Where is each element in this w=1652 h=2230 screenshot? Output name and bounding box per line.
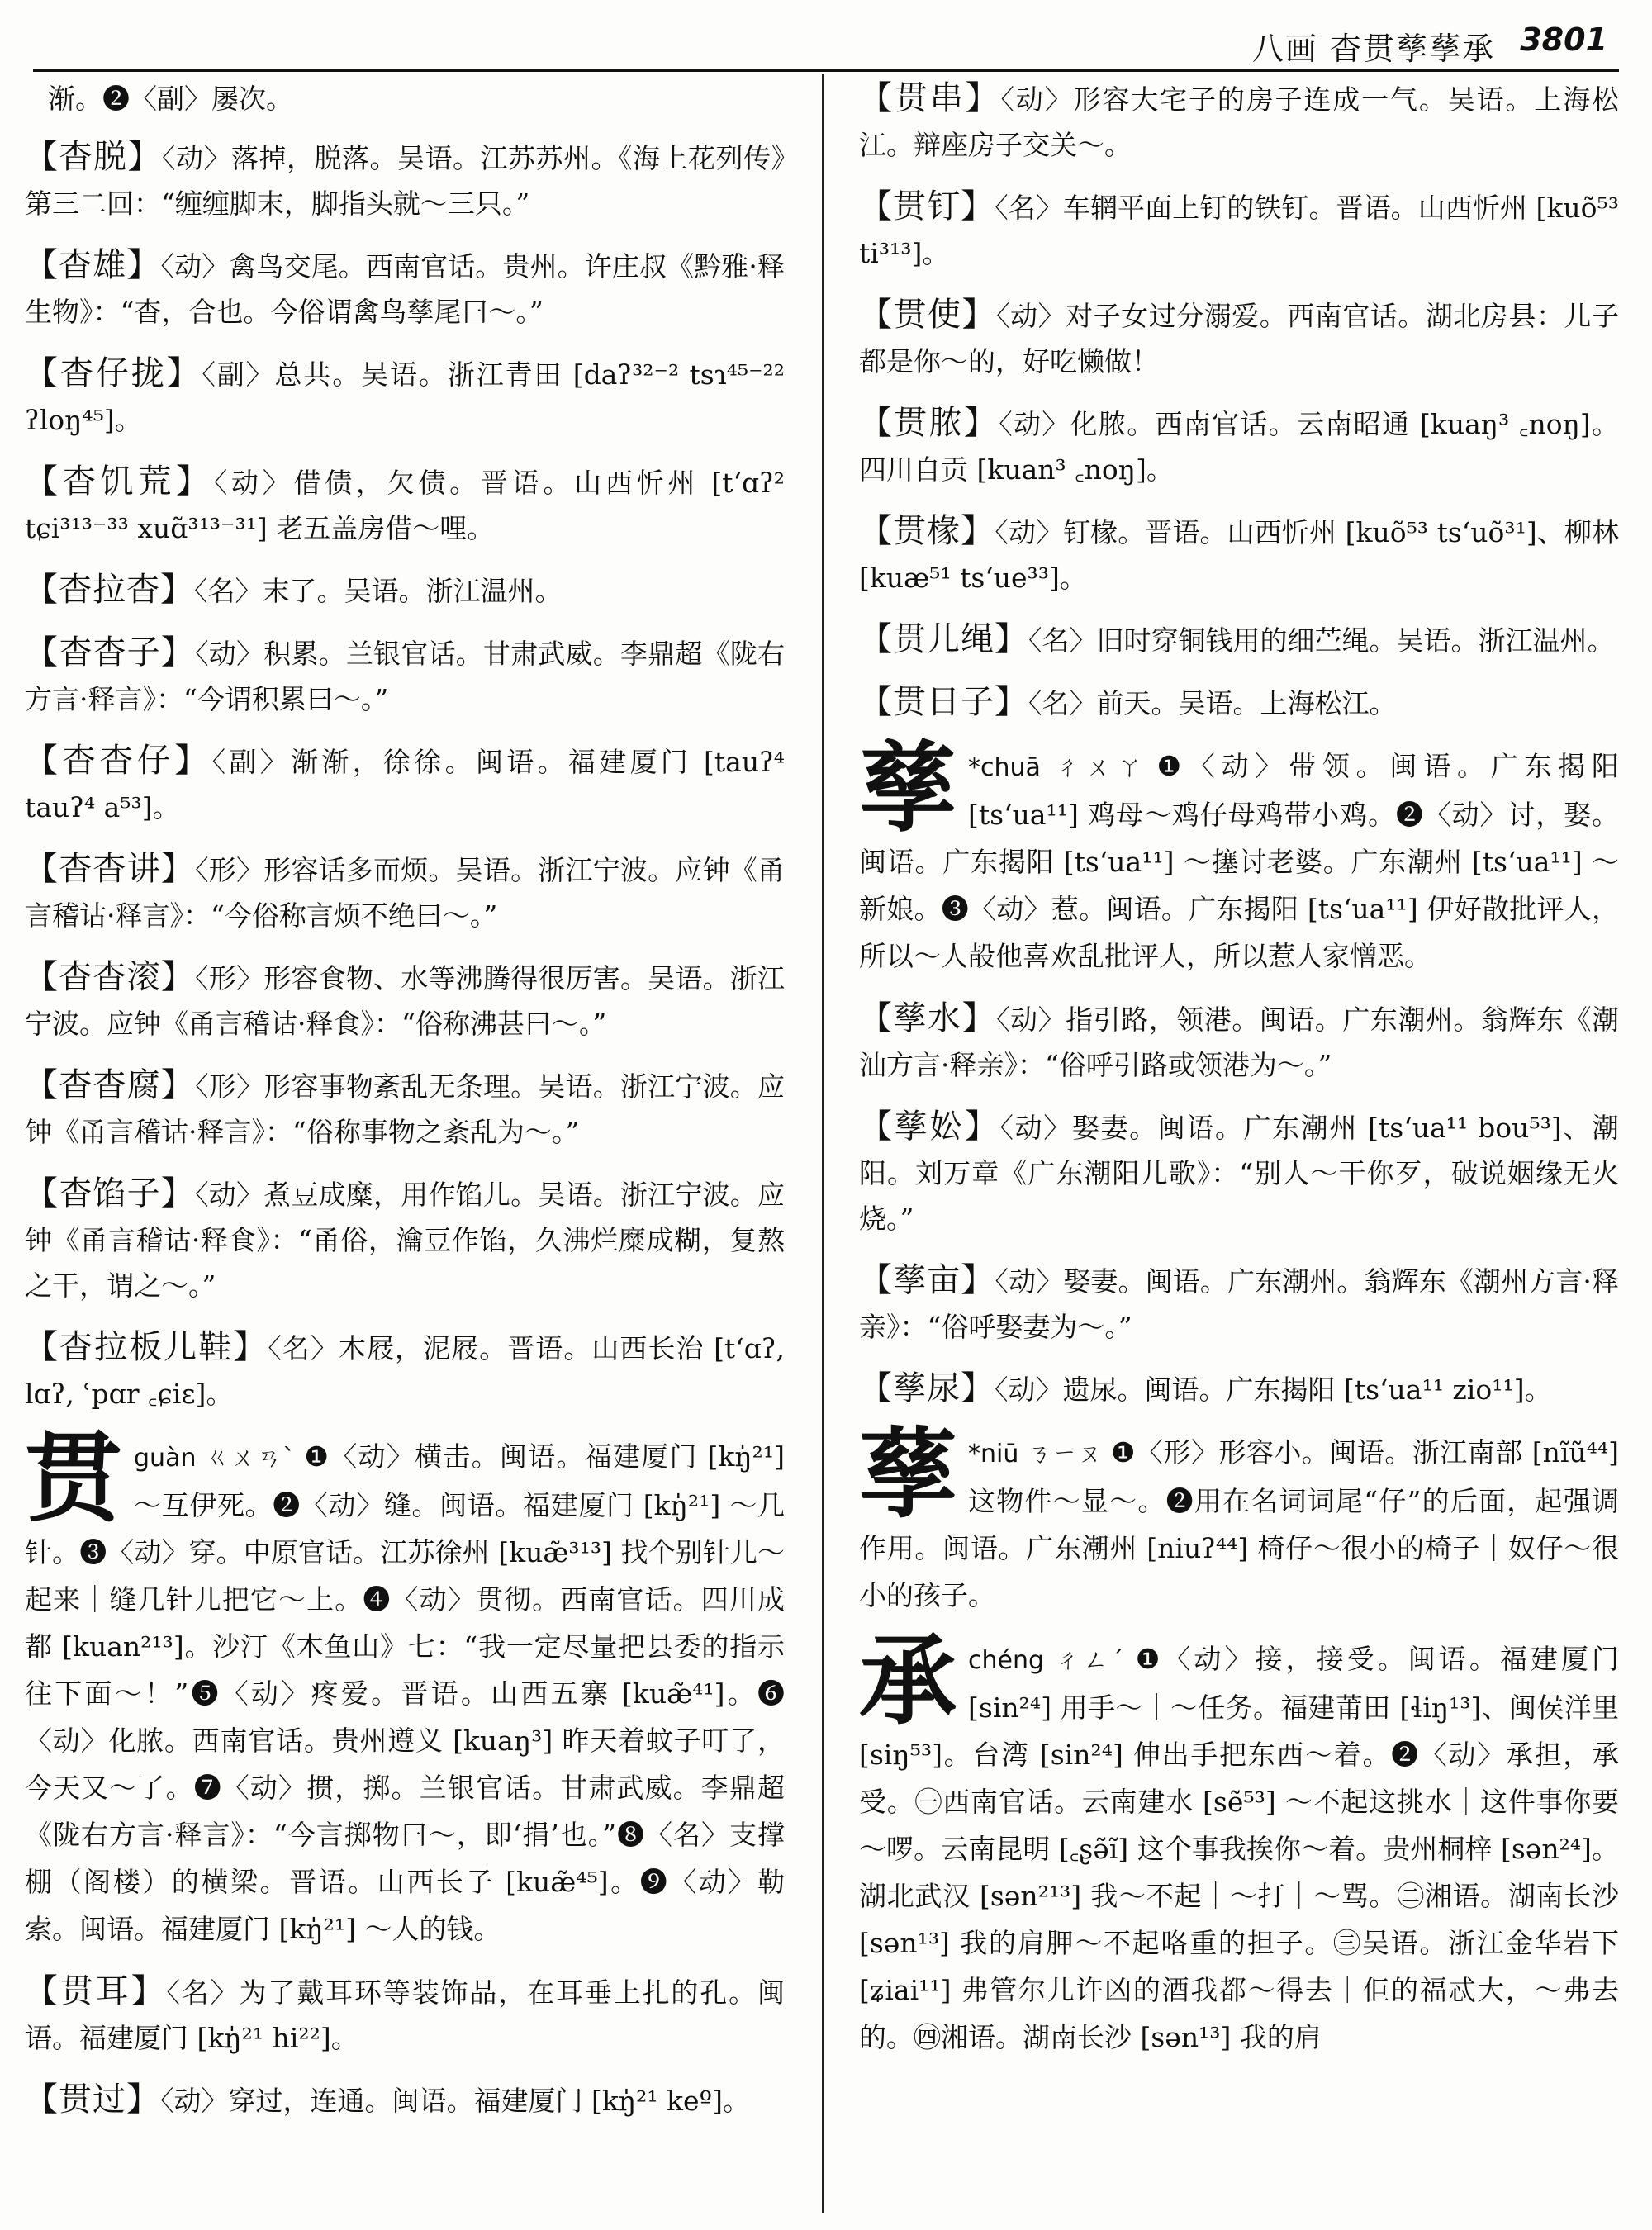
entry-definition: 〈形〉形容事物紊乱无条理。吴语。浙江宁波。应钟《甬言稽诂·释言》：“俗称事物之紊乱为～。” xyxy=(25,1070,786,1148)
pinyin-reading: *chuā ㄔㄨㄚ xyxy=(968,753,1149,782)
entry-definition: 〈动〉煮豆成糜，用作馅儿。吴语。浙江宁波。应钟《甬言稽诂·释食》：“甬俗，瀹豆作馅，久沸烂糜成糊，复熬之干，谓之～。” xyxy=(25,1179,786,1302)
entry-definition: 〈动〉禽鸟交尾。西南官话。贵州。许庄叔《黔雅·释生物》：“杳，合也。今俗谓禽鸟孳尾曰～。” xyxy=(25,250,785,328)
entry-headword: 【贯日子】 xyxy=(859,683,1028,721)
entry-headword: 【杳饥荒】 xyxy=(25,463,214,501)
head-definition: ❶〈动〉带领。闽语。广东揭阳 [tsʻua¹¹] 鸡母～鸡仔母鸡带小鸡。❷〈动〉讨，娶。闽语。广东揭阳 [tsʻua¹¹] ～㩙讨老婆。广东潮州 [tsʻua¹¹] ～新娘。❸〈动〉惹。闽语。广东揭阳 [tsʻua¹¹] 伊好散批评人，所以～人㱿他喜欢乱批评人，所以惹人家憎恶。 xyxy=(859,750,1619,972)
entry-headword: 【贯椽】 xyxy=(859,512,995,550)
entry-definition: 〈动〉化脓。西南官话。云南昭通 [kuaŋ³ ꜀noŋ]。四川自贡 [kuan³ ꜀noŋ]。 xyxy=(859,408,1620,486)
entry-headword: 【贯脓】 xyxy=(859,404,999,442)
head-character: 承 xyxy=(859,1623,957,1738)
entry-definition: 〈名〉木屐，泥屐。晋语。山西长治 [tʻɑʔ, lɑʔ, ʿpɑr ꜀ɕiɛ]。 xyxy=(25,1332,786,1410)
entry-definition: 〈动〉指引路，领港。闽语。广东潮州。翁辉东《潮汕方言·释亲》：“俗呼引路或领港为～。” xyxy=(859,1004,1620,1081)
dictionary-entry xyxy=(25,243,785,334)
continuation-text: 渐。❷〈副〉屡次。 xyxy=(48,83,293,115)
column-divider xyxy=(822,74,824,2213)
entry-headword: 【孳亩】 xyxy=(859,1261,995,1299)
entry-definition: 〈名〉末了。吴语。浙江温州。 xyxy=(194,575,563,607)
entry-headword: 【杳脱】 xyxy=(25,138,162,176)
left-column xyxy=(25,76,785,2140)
entry-definition: 〈动〉娶妻。闽语。广东潮州。翁辉东《潮州方言·释亲》：“俗呼娶妻为～。” xyxy=(859,1265,1619,1343)
entry-definition: 〈名〉为了戴耳环等装饰品，在耳垂上扎的孔。闽语。福建厦门 [kŋ̍²¹ hi²²]。 xyxy=(25,1976,786,2054)
dictionary-entry xyxy=(859,617,1619,663)
entry-headword: 【杳杳腐】 xyxy=(25,1066,196,1104)
head-character-entry xyxy=(25,1421,785,1952)
dictionary-entry xyxy=(859,184,1619,276)
dictionary-entry xyxy=(25,567,785,614)
running-title: 八画 杳贯孳孶承 xyxy=(1251,31,1495,67)
dictionary-entry xyxy=(859,509,1619,600)
entry-definition: 〈形〉形容食物、水等沸腾得很厉害。吴语。浙江宁波。应钟《甬言稽诂·释食》：“俗称沸甚曰～。” xyxy=(25,962,786,1040)
head-character: 孳 xyxy=(859,730,957,845)
dictionary-entry xyxy=(25,955,785,1046)
dictionary-entry xyxy=(25,459,785,551)
entry-headword: 【孳尿】 xyxy=(859,1369,995,1407)
dictionary-entry xyxy=(25,1063,785,1155)
entry-definition: 〈名〉前天。吴语。上海松江。 xyxy=(1028,687,1397,719)
pinyin-reading: *niū ㄋㄧㄡ xyxy=(968,1440,1103,1468)
dictionary-entry xyxy=(859,1104,1619,1241)
entry-definition: 〈副〉总共。吴语。浙江青田 [daʔ³²⁻² tsɿ⁴⁵⁻²² ʔloŋ⁴⁵]。 xyxy=(25,358,786,436)
dictionary-entry xyxy=(25,351,785,443)
entry-definition: 〈动〉遗尿。闽语。广东揭阳 [tsʻua¹¹ zio¹¹]。 xyxy=(995,1374,1552,1406)
dictionary-entry xyxy=(25,1171,785,1308)
entry-definition: 〈动〉娶妻。闽语。广东潮州 [tsʻua¹¹ bou⁵³]、潮阳。刘万章《广东潮阳儿歌》：“别人～干你歹，破说姻缘无火烧。” xyxy=(859,1112,1619,1235)
head-character-entry xyxy=(859,1416,1620,1619)
entry-headword: 【杳杳子】 xyxy=(25,633,196,671)
entry-headword: 【孳水】 xyxy=(859,999,997,1037)
entry-headword: 【杳馅子】 xyxy=(25,1174,196,1212)
entry-headword: 【杳杳滚】 xyxy=(25,958,196,996)
entry-headword: 【贯儿绳】 xyxy=(859,620,1028,658)
entry-headword: 【贯耳】 xyxy=(25,1972,167,2010)
head-character: 贯 xyxy=(25,1421,123,1535)
head-definition: ❶〈形〉形容小。闽语。浙江南部 [nĩũ⁴⁴] 这物件～显～。❷用在名词词尾“仔”的后面，起强调作用。闽语。广东潮州 [niuʔ⁴⁴] 椅仔～很小的椅子｜奴仔～很小的孩子。 xyxy=(859,1436,1620,1611)
entry-headword: 【杳拉板儿鞋】 xyxy=(25,1328,268,1366)
dictionary-entry xyxy=(859,292,1619,384)
entry-definition: 〈动〉落掉，脱落。吴语。江苏苏州。《海上花列传》第三二回：“缠缠脚末，脚指头就～三只。” xyxy=(25,142,785,220)
entry-definition: 〈形〉形容话多而烦。吴语。浙江宁波。应钟《甬言稽诂·释言》：“今俗称言烦不绝曰～。” xyxy=(25,854,786,932)
entry-headword: 【杳拉杳】 xyxy=(25,571,194,609)
dictionary-entry xyxy=(859,1366,1619,1412)
head-character-entry xyxy=(859,1623,1619,2061)
entry-headword: 【杳仔拢】 xyxy=(25,354,202,392)
dictionary-entry xyxy=(859,76,1619,168)
page-header xyxy=(33,12,1619,72)
head-definition: ❶〈动〉接，接受。闽语。福建厦门 [sin²⁴] 用手～｜～任务。福建莆田 [ɬiŋ¹³]、闽侯洋里 [siŋ⁵³]。台湾 [sin²⁴] 伸出手把东西～着。❷〈动〉承担，承受。㊀西南官话。云南建水 [sẽ⁵³] ～不起这挑水｜这件事你要～啰。云南昆明 [꜀ʂə̃ĩ] 这个事我挨你～着。贵州桐梓 [sən²⁴]。湖北武汉 [sən²¹³] 我～不起｜～打｜～骂。㊁湘语。湖南长沙 [sən¹³] 我的肩胛～不起咯重的担子。㊂吴语。浙江金华岩下 [ʑiai¹¹] 弗管尔儿许凶的酒我都～得去｜佢的福忒大，～弗去的。㊃湘语。湖南长沙 [sən¹³] 我的肩 xyxy=(859,1643,1619,2053)
pinyin-reading: chéng ㄔㄥˊ xyxy=(968,1646,1127,1675)
entry-headword: 【贯串】 xyxy=(859,79,1001,117)
dictionary-entry xyxy=(25,847,785,938)
head-character-entry xyxy=(859,730,1619,980)
entry-definition: 〈动〉对子女过分溺爱。西南官话。湖北房县：儿子都是你～的，好吃懒做！ xyxy=(859,300,1620,377)
entry-definition: 〈动〉形容大宅子的房子连成一气。吴语。上海松江。辩座房子交关～。 xyxy=(859,83,1620,161)
entry-headword: 【杳雄】 xyxy=(25,246,161,284)
dictionary-entry xyxy=(25,135,785,226)
right-column xyxy=(859,76,1619,2077)
entry-definition: 〈名〉车辋平面上钉的铁钉。晋语。山西忻州 [kuõ⁵³ ti³¹³]。 xyxy=(859,192,1619,269)
dictionary-entry xyxy=(859,401,1619,492)
page-number: 3801 xyxy=(1520,21,1607,58)
dictionary-entry xyxy=(25,630,785,722)
dictionary-entry xyxy=(25,1969,785,2061)
dictionary-entry xyxy=(859,1258,1619,1350)
entry-definition: 〈动〉钉椽。晋语。山西忻州 [kuõ⁵³ tsʻuõ³¹]、柳林 [kuæ⁵¹ tsʻue³³]。 xyxy=(859,516,1620,594)
entry-headword: 【杳杳仔】 xyxy=(25,742,212,780)
dictionary-entry xyxy=(25,1325,785,1416)
entry-headword: 【孳妐】 xyxy=(859,1108,1000,1146)
entry-definition: 〈副〉渐渐，徐徐。闽语。福建厦门 [tauʔ⁴ tauʔ⁴ a⁵³]。 xyxy=(25,746,786,823)
entry-headword: 【杳杳讲】 xyxy=(25,850,196,888)
dictionary-entry xyxy=(859,680,1619,726)
entry-definition: 〈动〉积累。兰银官话。甘肃武威。李鼎超《陇右方言·释言》：“今谓积累曰～。” xyxy=(25,638,786,715)
entry-definition: 〈动〉借债，欠债。晋语。山西忻州 [tʻɑʔ² tɕi³¹³⁻³³ xuɑ̃³¹³⁻³¹] 老五盖房借～哩。 xyxy=(25,467,785,544)
entry-definition: 〈动〉穿过，连通。闽语。福建厦门 [kŋ̍²¹ keº]。 xyxy=(160,2085,750,2117)
head-character: 孶 xyxy=(859,1416,957,1531)
head-definition: ❶〈动〉横击。闽语。福建厦门 [kŋ̍²¹] ～互伊死。❷〈动〉缝。闽语。福建厦门 [kŋ̍²¹] ～几针。❸〈动〉穿。中原官话。江苏徐州 [kuæ̃³¹³] 找个别针儿～起来｜缝几针儿把它～上。❹〈动〉贯彻。西南官话。四川成都 [kuan²¹³]。沙汀《木鱼山》七：“我一定尽量把县委的指示往下面～！”❺〈动〉疼爱。晋语。山西五寨 [kuæ̃⁴¹]。❻〈动〉化脓。西南官话。贵州遵义 [kuaŋ³] 昨天着蚊子叮了，今天又～了。❼〈动〉掼，掷。兰银官话。甘肃武威。李鼎超《陇右方言·释言》：“今言掷物曰～，即‘捐’也。”❽〈名〉支撑棚（阁楼）的横梁。晋语。山西长子 [kuæ̃⁴⁵]。❾〈动〉勒索。闽语。福建厦门 [kŋ̍²¹] ～人的钱。 xyxy=(25,1440,785,1945)
entry-definition: 〈名〉旧时穿铜钱用的细苎绳。吴语。浙江温州。 xyxy=(1028,624,1615,657)
pinyin-reading: guàn ㄍㄨㄢˋ xyxy=(134,1444,297,1473)
dictionary-entry xyxy=(859,996,1619,1088)
entry-headword: 【贯钉】 xyxy=(859,187,995,225)
dictionary-entry xyxy=(25,738,785,830)
entry-headword: 【贯过】 xyxy=(25,2081,160,2118)
dictionary-entry xyxy=(25,2077,785,2123)
entry-headword: 【贯使】 xyxy=(859,296,997,334)
